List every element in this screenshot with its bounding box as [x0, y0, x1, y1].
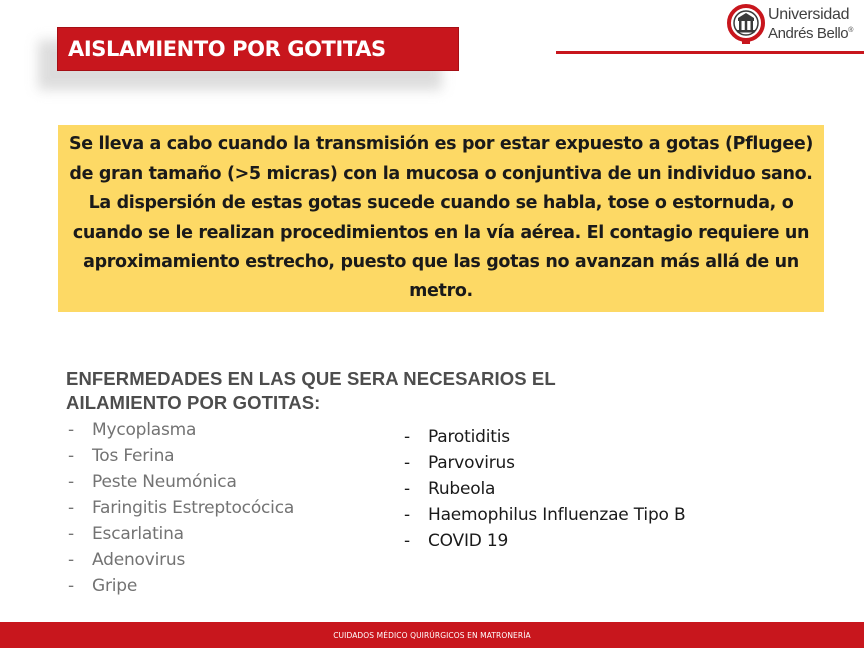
- logo-line-1: Universidad: [768, 6, 850, 23]
- list-item-label: Parotiditis: [428, 427, 510, 447]
- list-item: [68, 495, 294, 521]
- list-item: [404, 502, 685, 528]
- list-item: [68, 521, 294, 547]
- disease-list-heading-line-2: AILAMIENTO POR GOTITAS:: [66, 392, 321, 413]
- list-bullet: -: [68, 498, 74, 518]
- list-item: [404, 424, 685, 450]
- header-divider: [556, 51, 864, 54]
- list-bullet: -: [68, 446, 74, 466]
- list-bullet: -: [68, 550, 74, 570]
- list-item-label: Parvovirus: [428, 453, 515, 473]
- list-item: [68, 573, 294, 599]
- list-bullet: -: [404, 453, 410, 473]
- list-item-label: COVID 19: [428, 531, 509, 551]
- list-item: [68, 547, 294, 573]
- list-bullet: -: [404, 531, 410, 551]
- logo-line-2: [768, 23, 853, 42]
- list-item: [404, 450, 685, 476]
- list-bullet: -: [68, 524, 74, 544]
- list-item: [68, 443, 294, 469]
- disease-list-right: [404, 424, 685, 554]
- disease-list-left: [68, 417, 294, 599]
- university-seal-icon: [726, 2, 766, 46]
- list-item-label: Rubeola: [428, 479, 496, 499]
- list-bullet: -: [68, 472, 74, 492]
- list-item-label: Adenovirus: [92, 550, 186, 570]
- list-item-label: Mycoplasma: [92, 420, 197, 440]
- list-item: [68, 469, 294, 495]
- list-bullet: -: [68, 576, 74, 596]
- list-bullet: -: [404, 427, 410, 447]
- list-item-label: Escarlatina: [92, 524, 184, 544]
- disease-list-heading: [66, 367, 686, 415]
- list-item-label: Gripe: [92, 576, 138, 596]
- list-bullet: -: [404, 505, 410, 525]
- list-item-label: Tos Ferina: [92, 446, 175, 466]
- university-logo: [726, 2, 864, 46]
- disease-list-heading-line-1: ENFERMEDADES EN LAS QUE SERA NECESARIOS EL: [66, 368, 556, 389]
- slide-title: AISLAMIENTO POR GOTITAS: [68, 37, 386, 61]
- list-item-label: Haemophilus Influenzae Tipo B: [428, 505, 686, 525]
- list-item-label: Peste Neumónica: [92, 472, 237, 492]
- list-bullet: -: [404, 479, 410, 499]
- definition-box: [58, 125, 824, 312]
- footer-text: CUIDADOS MÉDICO QUIRÚRGICOS EN MATRONERÍA: [333, 630, 531, 640]
- list-item-label: Faringitis Estreptocócica: [92, 498, 295, 518]
- slide-title-banner: [57, 27, 459, 71]
- list-item: [68, 417, 294, 443]
- definition-text: Se lleva a cabo cuando la transmisión es por estar expuesto a gotas (Pflugee) de gran tamaño (>5 micras) con la mucosa o conjuntiva de un individuo sano. La dispersión de estas gotas sucede cuando se habla, tose o estornuda, o cuando se le realizan procedimientos en la vía aérea. El contagio requiere un aproximamiento estrecho, puesto que las gotas no avanzan más allá de un metro.: [68, 134, 814, 302]
- logo-trademark: ®: [848, 27, 854, 34]
- list-bullet: -: [68, 420, 74, 440]
- footer-bar: [0, 622, 864, 648]
- list-item: [404, 528, 685, 554]
- logo-wordmark: [768, 7, 853, 42]
- logo-line-2-text: Andrés Bello: [768, 25, 849, 42]
- list-item: [404, 476, 685, 502]
